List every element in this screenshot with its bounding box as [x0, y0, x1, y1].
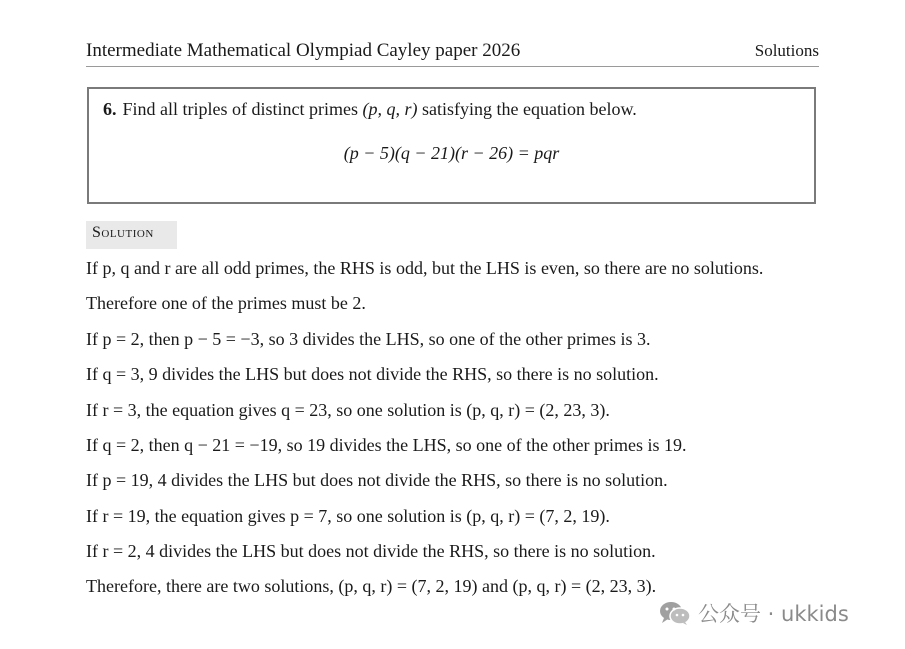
solution-label: Solution [86, 221, 177, 249]
solution-line: If q = 3, 9 divides the LHS but does not divide the RHS, so there is no solution. [86, 364, 659, 384]
problem-equation: (p − 5)(q − 21)(r − 26) = pqr [343, 143, 560, 163]
problem-statement [103, 99, 637, 120]
header-section: Solutions [754, 41, 819, 60]
header-title: Intermediate Mathematical Olympiad Cayley paper 2026 [86, 40, 521, 61]
solution-line: If p = 2, then p − 5 = −3, so 3 divides the LHS, so one of the other primes is 3. [86, 329, 651, 349]
page-header [86, 38, 819, 67]
solution-line: Therefore one of the primes must be 2. [86, 293, 366, 313]
solution-line: If q = 2, then q − 21 = −19, so 19 divides the LHS, so one of the other primes is 19. [86, 435, 687, 455]
solution-line: If p = 19, 4 divides the LHS but does not divide the RHS, so there is no solution. [86, 470, 668, 490]
problem-text-before: Find all triples of distinct primes [122, 99, 363, 119]
solution-line: Therefore, there are two solutions, (p, q, r) = (7, 2, 19) and (p, q, r) = (2, 23, 3). [86, 576, 657, 596]
watermark-text: 公众号 · ukkids [698, 602, 849, 626]
problem-triple: (p, q, r) [362, 99, 418, 119]
wechat-icon [658, 600, 692, 626]
problem-box [87, 87, 816, 204]
problem-number: 6. [103, 99, 117, 119]
solution-line: If p, q and r are all odd primes, the RHS is odd, but the LHS is even, so there are no solutions. [86, 258, 764, 278]
solution-line: If r = 3, the equation gives q = 23, so one solution is (p, q, r) = (2, 23, 3). [86, 400, 610, 420]
solution-line: If r = 2, 4 divides the LHS but does not divide the RHS, so there is no solution. [86, 541, 656, 561]
problem-text-after: satisfying the equation below. [417, 99, 637, 119]
solution-line: If r = 19, the equation gives p = 7, so one solution is (p, q, r) = (7, 2, 19). [86, 506, 610, 526]
watermark [658, 598, 849, 628]
